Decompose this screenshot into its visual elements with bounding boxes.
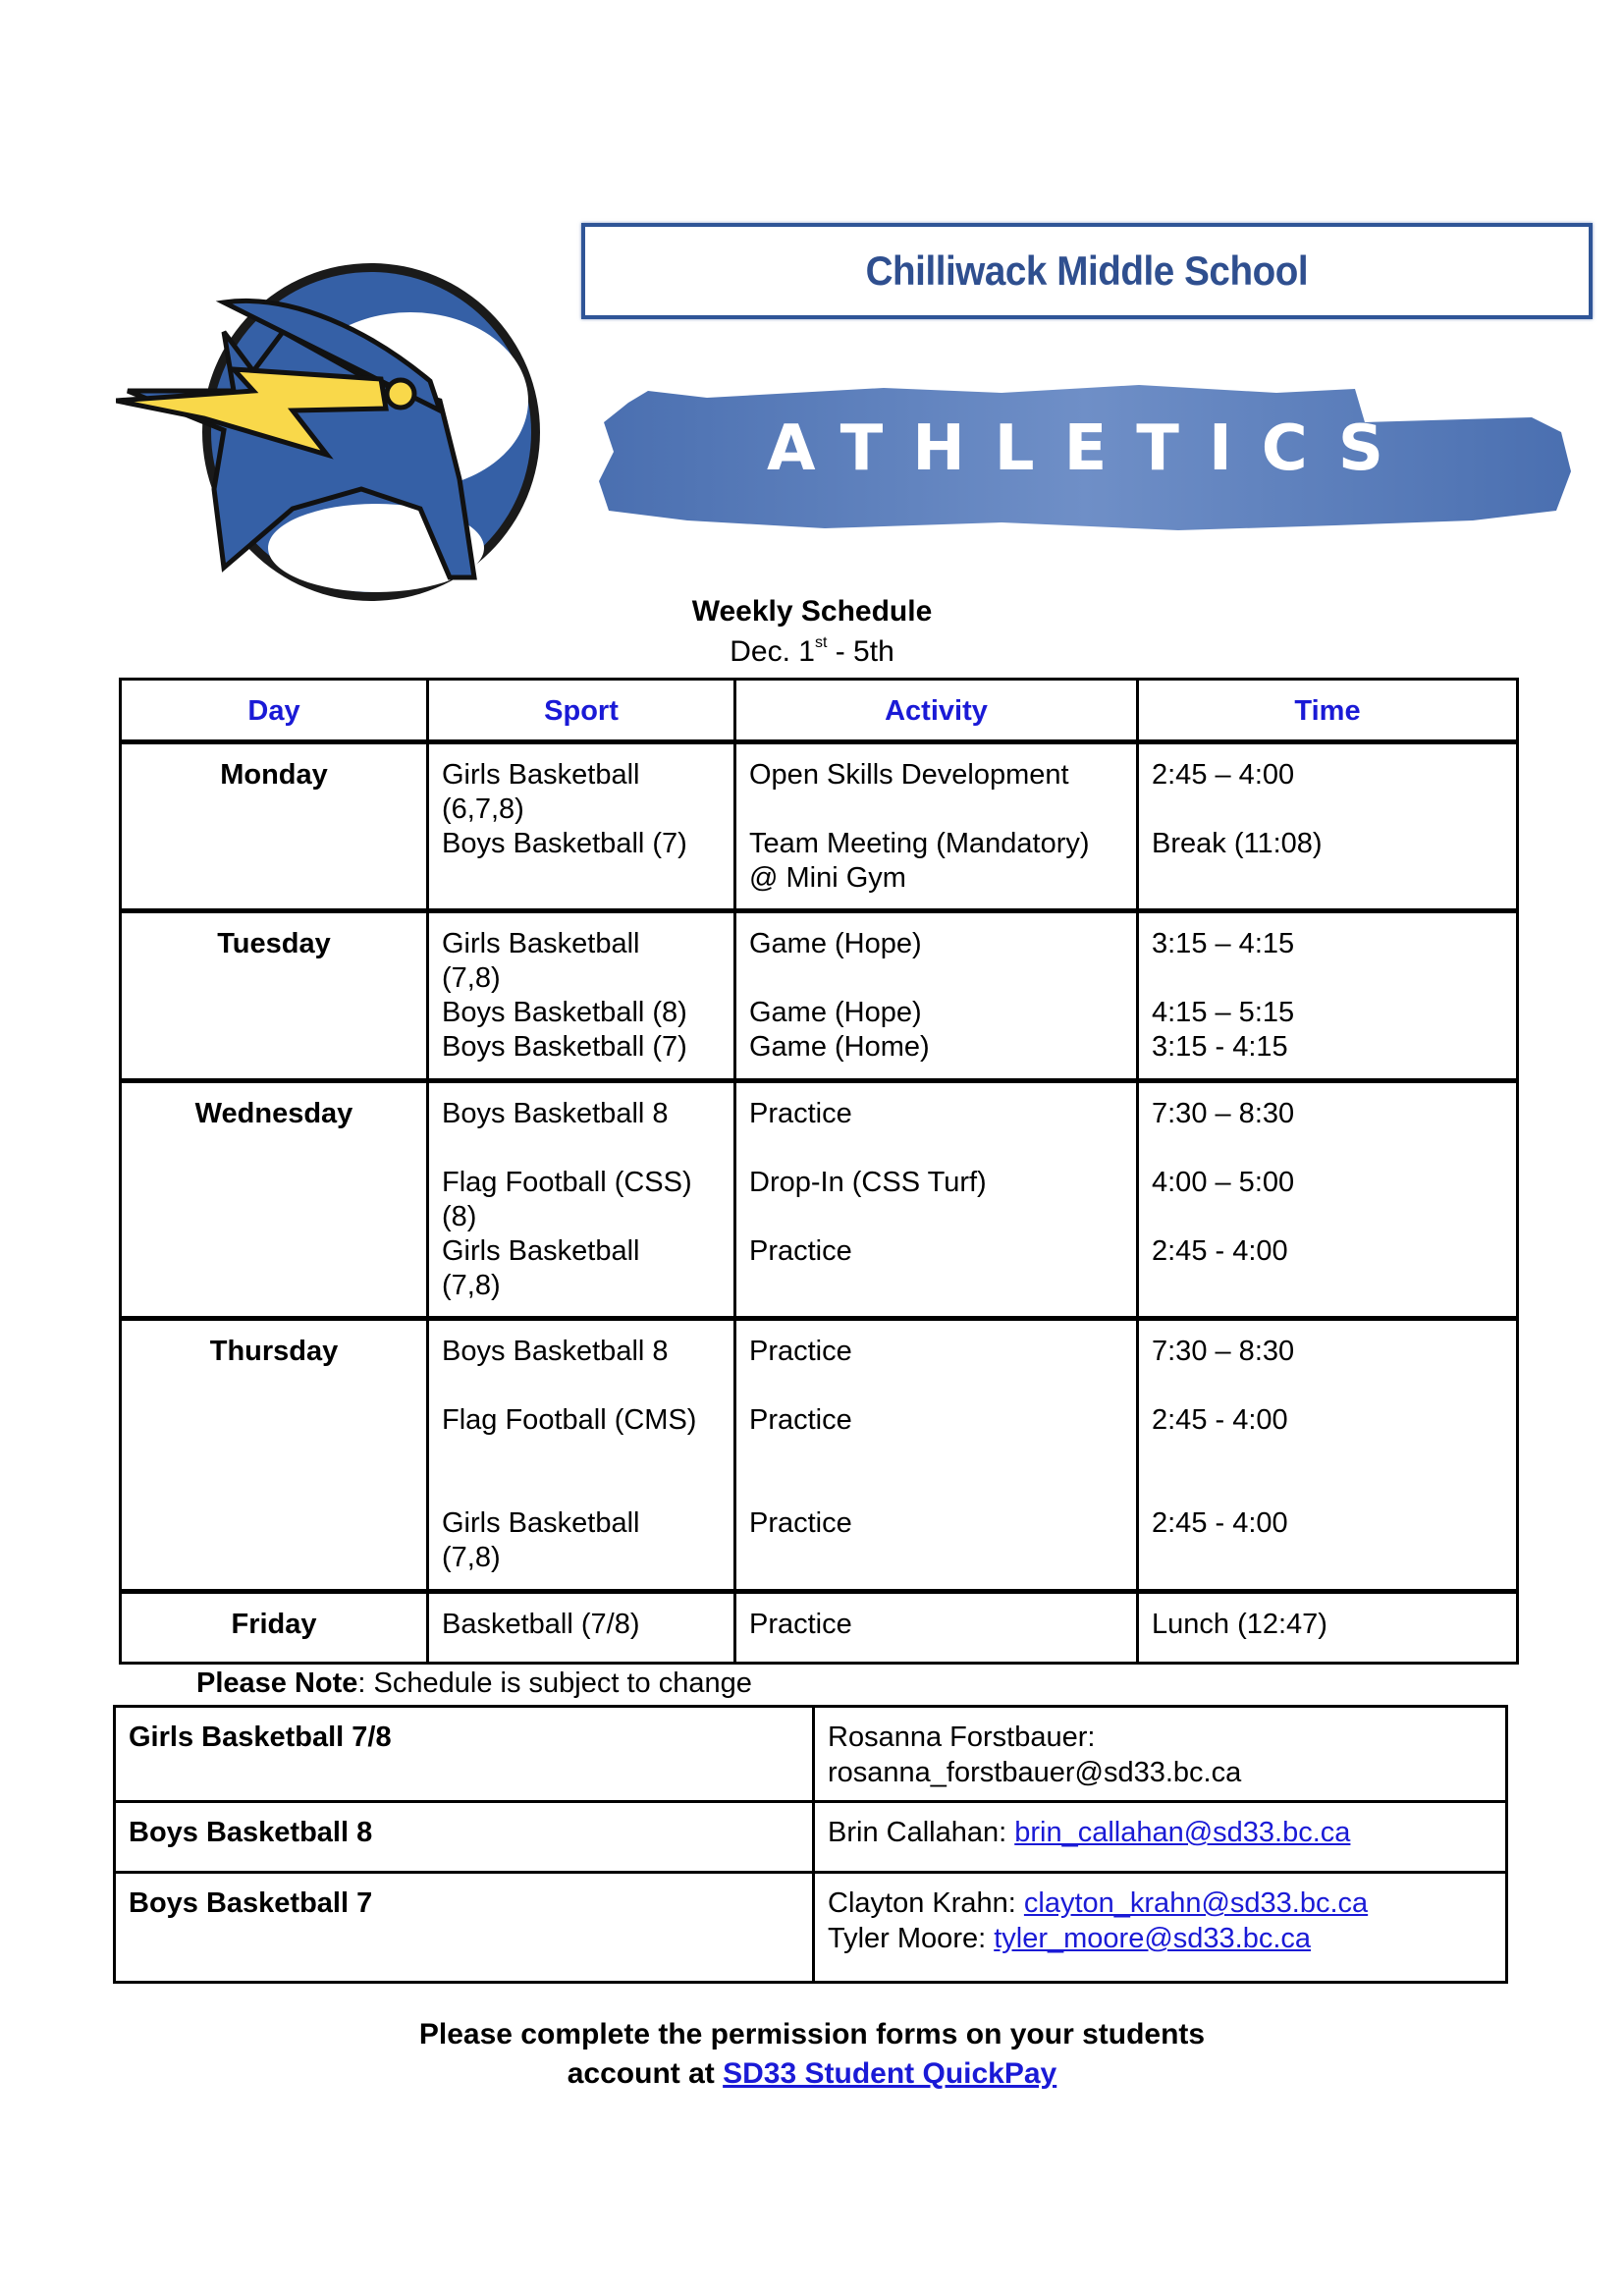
- time-line: 4:00 – 5:00: [1152, 1167, 1295, 1198]
- time-cell: [1138, 1592, 1518, 1664]
- activity-cell: [735, 1319, 1138, 1592]
- note-text: : Schedule is subject to change: [357, 1667, 752, 1699]
- contact-info: [814, 1802, 1507, 1873]
- activity-cell: [735, 1592, 1138, 1664]
- sport-line: Boys Basketball 8: [442, 1098, 669, 1129]
- contact-team: Girls Basketball 7/8: [115, 1707, 814, 1802]
- activity-line: Game (Hope): [749, 997, 922, 1028]
- date-ordinal: st: [814, 634, 828, 651]
- sport-line: (7,8): [442, 962, 501, 994]
- sport-line: (7,8): [442, 1270, 501, 1301]
- sport-cell: [428, 1081, 735, 1319]
- time-cell: [1138, 1081, 1518, 1319]
- date-end: - 5th: [827, 635, 894, 668]
- time-cell: [1138, 1319, 1518, 1592]
- activity-line: @ Mini Gym: [749, 862, 906, 894]
- school-name-box: [581, 223, 1593, 319]
- coach-email-link[interactable]: brin_callahan@sd33.bc.ca: [1014, 1817, 1351, 1848]
- activity-line: Game (Home): [749, 1031, 930, 1063]
- quickpay-link[interactable]: SD33 Student QuickPay: [723, 2057, 1057, 2090]
- note-label: Please Note: [196, 1667, 358, 1699]
- coach-email-link[interactable]: clayton_krahn@sd33.bc.ca: [1023, 1887, 1369, 1919]
- time-line: 4:15 – 5:15: [1152, 997, 1295, 1028]
- sport-line: (8): [442, 1201, 477, 1232]
- day-cell: Friday: [121, 1592, 428, 1664]
- sport-line: Boys Basketball (8): [442, 997, 687, 1028]
- table-row: [121, 1319, 1518, 1592]
- table-row: [121, 742, 1518, 911]
- time-line: 2:45 - 4:00: [1152, 1404, 1288, 1436]
- table-row: [121, 911, 1518, 1081]
- sport-cell: [428, 1319, 735, 1592]
- permission-line-2: [0, 2054, 1624, 2094]
- coach-contacts-table: [113, 1705, 1508, 1984]
- activity-line: Practice: [749, 1336, 852, 1367]
- time-line: 2:45 - 4:00: [1152, 1507, 1288, 1539]
- time-line: Break (11:08): [1152, 828, 1323, 859]
- sport-cell: [428, 742, 735, 911]
- activity-line: Practice: [749, 1609, 852, 1640]
- column-header-activity: Activity: [735, 680, 1138, 742]
- coach-name: Tyler Moore:: [828, 1923, 995, 1954]
- day-cell: Tuesday: [121, 911, 428, 1081]
- contact-line: [828, 1921, 1492, 1956]
- sport-cell: [428, 911, 735, 1081]
- column-header-day: Day: [121, 680, 428, 742]
- time-line: 2:45 – 4:00: [1152, 759, 1295, 791]
- sport-line: Girls Basketball: [442, 1507, 640, 1539]
- day-cell: Monday: [121, 742, 428, 911]
- activity-line: Team Meeting (Mandatory): [749, 828, 1090, 859]
- coach-name: Clayton Krahn:: [828, 1887, 1024, 1919]
- schedule-date-range: [0, 634, 1624, 669]
- coach-email: rosanna_forstbauer@sd33.bc.ca: [828, 1757, 1242, 1788]
- column-header-time: Time: [1138, 680, 1518, 742]
- table-header-row: [121, 680, 1518, 742]
- permission-notice: [0, 2015, 1624, 2094]
- sport-line: Girls Basketball: [442, 759, 640, 791]
- sport-line: Boys Basketball 8: [442, 1336, 669, 1367]
- activity-cell: [735, 742, 1138, 911]
- sport-line: (7,8): [442, 1542, 501, 1573]
- contact-row: [115, 1873, 1507, 1983]
- contact-team: Boys Basketball 8: [115, 1802, 814, 1873]
- coach-email-link[interactable]: tyler_moore@sd33.bc.ca: [994, 1923, 1312, 1954]
- hawk-eye: [387, 380, 414, 408]
- contact-info: [814, 1707, 1507, 1802]
- time-line: 7:30 – 8:30: [1152, 1336, 1295, 1367]
- activity-line: Game (Hope): [749, 928, 922, 959]
- date-start: Dec. 1: [730, 635, 815, 668]
- coach-name: Rosanna Forstbauer:: [828, 1722, 1096, 1753]
- coach-name: Brin Callahan:: [828, 1817, 1015, 1848]
- sport-line: Flag Football (CSS): [442, 1167, 692, 1198]
- time-line: 7:30 – 8:30: [1152, 1098, 1295, 1129]
- sport-line: (6,7,8): [442, 793, 524, 825]
- activity-line: Open Skills Development: [749, 759, 1069, 791]
- activity-cell: [735, 1081, 1138, 1319]
- schedule-title: Weekly Schedule: [691, 595, 933, 628]
- day-cell: Wednesday: [121, 1081, 428, 1319]
- time-line: 3:15 – 4:15: [1152, 928, 1295, 959]
- activity-line: Practice: [749, 1404, 852, 1436]
- activity-line: Practice: [749, 1235, 852, 1267]
- permission-prefix: account at: [567, 2057, 724, 2090]
- column-header-sport: Sport: [428, 680, 735, 742]
- time-cell: [1138, 911, 1518, 1081]
- table-row: [121, 1081, 1518, 1319]
- sport-line: Girls Basketball: [442, 928, 640, 959]
- sport-line: Flag Football (CMS): [442, 1404, 697, 1436]
- day-cell: Thursday: [121, 1319, 428, 1592]
- time-line: 2:45 - 4:00: [1152, 1235, 1288, 1267]
- table-row: [121, 1592, 1518, 1664]
- weekly-schedule-table: [119, 678, 1519, 1665]
- sport-cell: [428, 1592, 735, 1664]
- activity-cell: [735, 911, 1138, 1081]
- time-cell: [1138, 742, 1518, 911]
- time-line: Lunch (12:47): [1152, 1609, 1327, 1640]
- school-logo-hawk: [116, 253, 548, 607]
- time-line: 3:15 - 4:15: [1152, 1031, 1288, 1063]
- sport-line: Boys Basketball (7): [442, 828, 687, 859]
- contact-line: [828, 1886, 1492, 1921]
- permission-line-1: Please complete the permission forms on your students: [418, 2018, 1206, 2050]
- activity-line: Practice: [749, 1098, 852, 1129]
- contact-row: [115, 1802, 1507, 1873]
- schedule-note: [196, 1667, 752, 1700]
- contact-info: [814, 1873, 1507, 1983]
- sport-line: Boys Basketball (7): [442, 1031, 687, 1063]
- activity-line: Practice: [749, 1507, 852, 1539]
- contact-row: [115, 1707, 1507, 1802]
- sport-line: Girls Basketball: [442, 1235, 640, 1267]
- activity-line: Drop-In (CSS Turf): [749, 1167, 987, 1198]
- sport-line: Basketball (7/8): [442, 1609, 640, 1640]
- athletics-banner-text: ATHLETICS: [767, 412, 1413, 485]
- contact-team: Boys Basketball 7: [115, 1873, 814, 1983]
- school-name: Chilliwack Middle School: [865, 247, 1309, 294]
